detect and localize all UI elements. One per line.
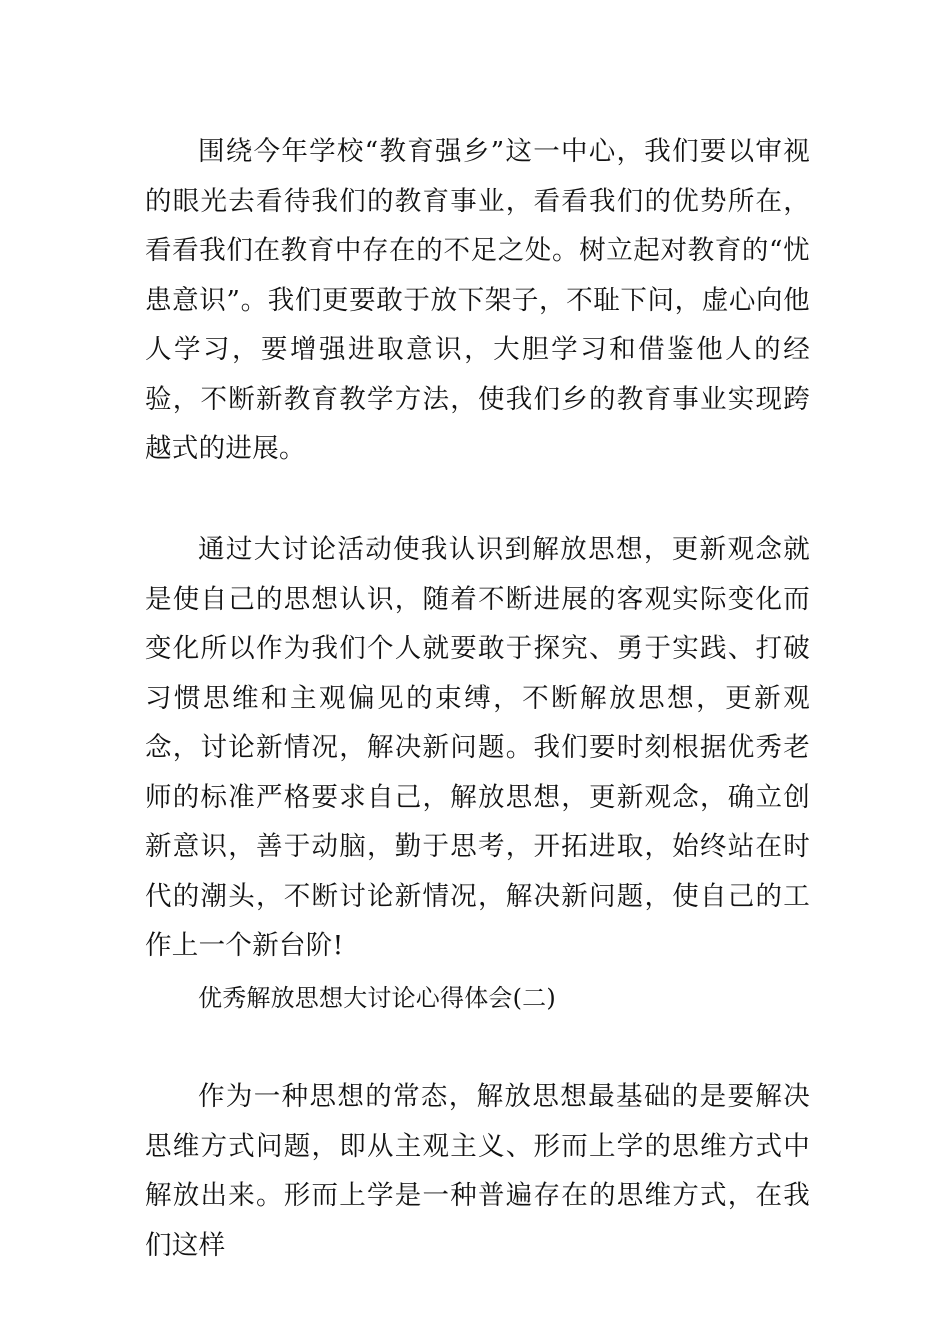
body-paragraph-3: 作为一种思想的常态，解放思想最基础的是要解决思维方式问题，即从主观主义、形而上学的思维方式中解放出来。形而上学是一种普遍存在的思维方式，在我们这样 [145,1081,810,1261]
section-heading: 优秀解放思想大讨论心得体会(二) [198,984,556,1012]
body-paragraph-1: 围绕今年学校“教育强乡”这一中心，我们要以审视的眼光去看待我们的教育事业，看看我们的优势所在，看看我们在教育中存在的不足之处。树立起对教育的“忧患意识”。我们更要敢于放下架子，不耻下问，虚心向他人学习，要增强进取意识，大胆学习和借鉴他人的经验，不断新教育教学方法，使我们乡的教育事业实现跨越式的进展。 [145,136,810,464]
body-paragraph-2: 通过大讨论活动使我认识到解放思想，更新观念就是使自己的思想认识，随着不断进展的客观实际变化而变化所以作为我们个人就要敢于探究、勇于实践、打破习惯思维和主观偏见的束缚，不断解放思想，更新观念，讨论新情况，解决新问题。我们要时刻根据优秀老师的标准严格要求自己，解放思想，更新观念，确立创新意识，善于动脑，勤于思考，开拓进取，始终站在时代的潮头，不断讨论新情况，解决新问题，使自己的工作上一个新台阶! [145,534,810,961]
